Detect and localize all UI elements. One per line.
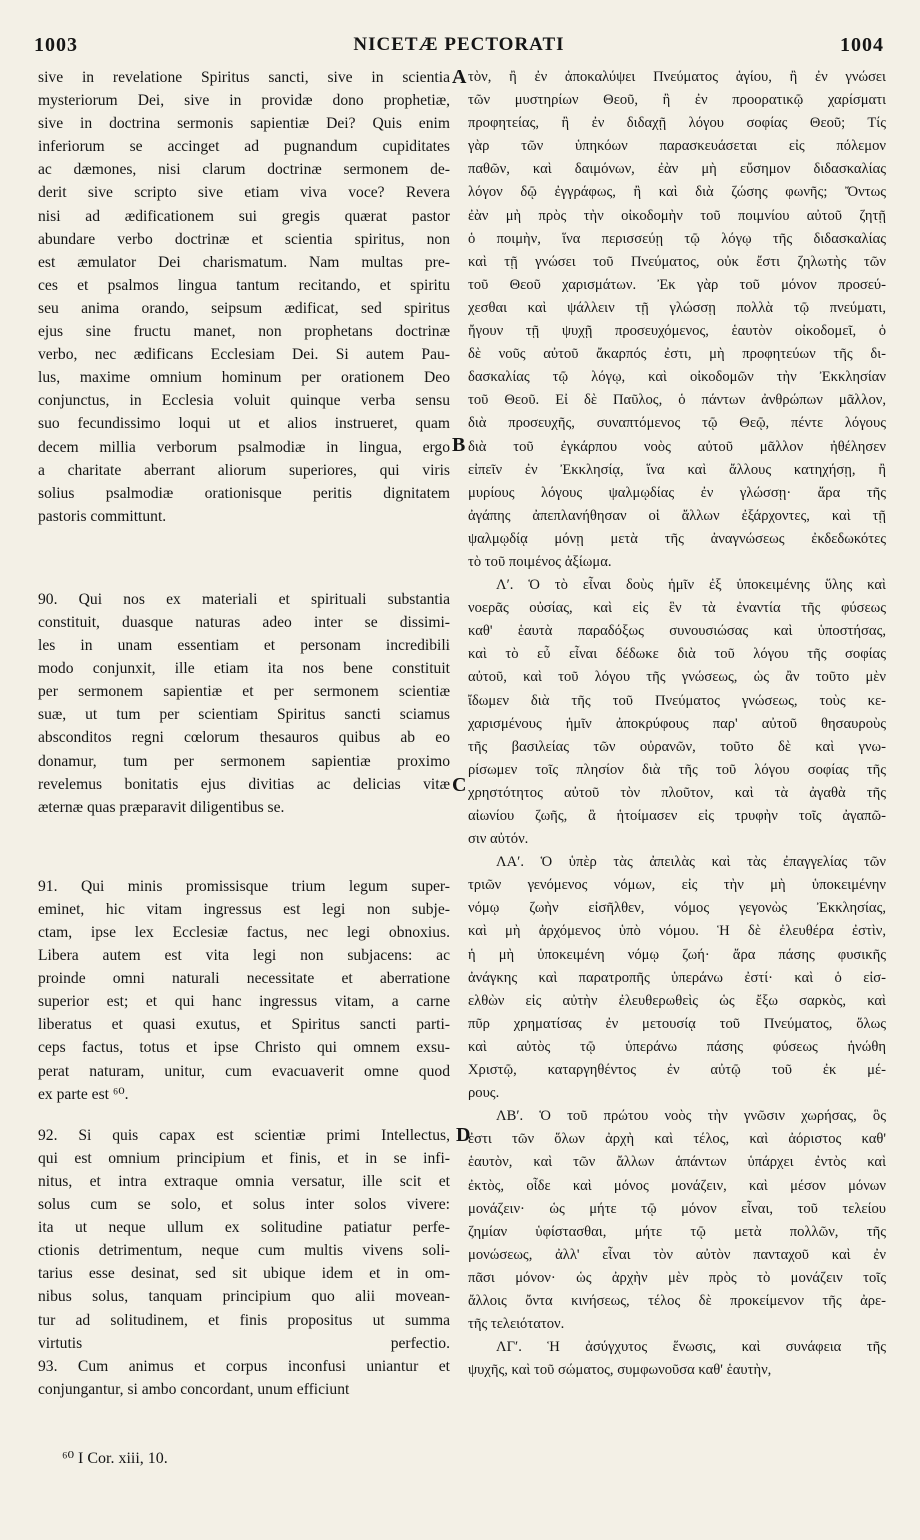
latin-text-spacer [38,847,450,875]
greek-text-line: δασκαλίας τῷ λόγῳ, καὶ οἰκοδομῶν τὴν Ἐκκλησίαν [468,369,886,386]
latin-text-line: perat naturam, unitur, cum evacuaverit omne quod [38,1062,450,1080]
greek-text-line: τῆς βασιλείας τῶν οὐρανῶν, τοῦτο δὲ καὶ γνω- [468,738,886,755]
latin-text-spacer [38,558,450,588]
greek-text-line: ρίσωμεν τοῖς πλησίον διὰ τῆς τοῦ λόγου σοφίας τῆς [468,761,886,778]
greek-text-line: πᾶσι μόνον· ὡς ἀρχὴν μὲν πρὸς τὸ μονάζειν τοῖς [468,1269,886,1286]
greek-text-line: μονώσεως, ἀλλ' εἶναι τὸν αὐτὸν πανταχοῦ καὶ ἐν [468,1246,886,1263]
greek-text-line: παθῶν, καὶ δαιμόνων, ἐὰν μὴ εὔσημον διδασκαλίας [468,161,886,178]
latin-text-line: inferiorum se accinget ad pugnandum cupiditates [38,138,450,156]
latin-text-line: per sermonem sapientiæ et per sermonem scientiæ [38,683,450,701]
greek-text-line: τῶν μυστηρίων Θεοῦ, ἢ ἐν προορατικῷ χαρίσματι [468,92,886,109]
latin-text-line: ces et psalmos lingua tantum recitando, et spiritu [38,276,450,294]
latin-column [38,66,450,1401]
running-title: NICETÆ PECTORATI [353,34,565,55]
greek-text-line: ἄλλοις ὄντα κινήσεως, τέλος δὲ προκείμενον τῆς ἀρε- [468,1292,886,1309]
greek-text-line: ἀνάγκης καὶ παρατροπῆς ὑπεράνω ἐστί· καὶ ὁ εἰσ- [468,969,886,986]
latin-text-line: constituit, duasque naturas adeo inter se dissimi- [38,613,450,631]
latin-text-line: qui est omnium principium et finis, et in se infi- [38,1149,450,1167]
greek-text-line: λόγον δῷ ἐγγράφως, ἢ καὶ διὰ ζώσης φωνῆς; Ὄντως [468,184,886,201]
margin-letter-a: A [452,66,467,88]
latin-text-line: nitus, et intra extraque omnia versatur, ille scit et [38,1172,450,1190]
latin-text-line: solus cum se solo, et solus inter solos vivere: [38,1196,450,1214]
latin-text-line: 92. Si quis capax est scientiæ primi Intellectus, [38,1126,450,1144]
greek-text-line: καθ' ἑαυτὰ παραδόξως συνουσιώσας καὶ ὑποστήσας, [468,623,886,640]
latin-text-line: tarius esse desinat, sed sit ubique idem et in om- [38,1265,450,1283]
latin-text-line: 90. Qui nos ex materiali et spirituali substantia [38,590,450,608]
greek-text-line: δὲ νοῦς αὐτοῦ ἄκαρπός ἐστι, μὴ προφητεύων τῆς δι- [468,346,886,363]
margin-letter-d: D [456,1124,471,1146]
latin-text-line: sive in doctrina sermonis sapientiæ Dei? Quis enim [38,115,450,133]
greek-text-line: χρηστότητος αὐτοῦ τὸν πλοῦτον, καὶ τὰ ἀγαθὰ τῆς [468,784,886,801]
latin-text-line: tur ad solitudinem, et finis propositus ut summa [38,1311,450,1329]
greek-text-line: τοῦ Θεοῦ χαρισμάτων. Ἐκ γὰρ τοῦ μόνον προσεύ- [468,276,886,293]
latin-text-line: 91. Qui minis promissisque trium legum super- [38,877,450,895]
greek-text-line: ἀγάπης ἀπεπλανήθησαν οἱ ἄλλων ἐξάρχοντες, καὶ τῇ [468,507,886,524]
latin-text-line: les in unam essentiam et personam incredibili [38,637,450,655]
greek-text-line: ἐὰν μὴ πρὸς τὴν οἰκοδομὴν τοῦ ποιμνίου αὐτοῦ ζητῇ [468,207,886,224]
greek-text-line: ἐκτὸς, οἶδε καὶ μόνος μονάζειν, καὶ μέσον μόνων [468,1177,886,1194]
greek-text-line: σιν αὐτόν. [468,831,529,848]
greek-text-line: ὁ ποιμὴν, ἵνα περισσεύῃ τῷ λόγῳ τῆς διδασκαλίας [468,230,886,247]
greek-text-line: ἴδωμεν διὰ τῆς τοῦ Πνεύματος γνώσεως, τοὺς κε- [468,692,886,709]
latin-text-line: mysteriorum Dei, sive in providæ dono prophetiæ, [38,92,450,110]
greek-text-line: αἰωνίου ζωῆς, ἃ ἡτοίμασεν εἰς τρυφὴν τοῖς ἀγαπῶ- [468,808,886,824]
greek-text-line: ρους. [468,1085,500,1102]
greek-text-line: αὐτοῦ, καὶ τοῦ λόγου τῆς γνώσεως, ὡς ἂν τοῦτο μὲν [468,669,886,686]
greek-text-line: ψαλμῳδίᾳ μόνῃ μετὰ τῆς ἀναγνώσεως ἐκδεδωκότες [468,530,886,547]
latin-text-line: suo fecundissimo loqui ut et alios instrueret, quam [38,415,450,433]
greek-text-line: ΛΒʹ. Ὁ τοῦ πρώτου νοὸς τὴν γνῶσιν χωρήσας, ὃς [496,1108,886,1125]
latin-text-line: decem millia verborum psalmodiæ in lingua, ergo [38,438,450,456]
greek-text-line: ζημίαν ὑφίστασθαι, μήτε τῷ μετὰ πολλῶν, τῆς [468,1223,886,1240]
latin-text-line: solius psalmodiæ orationisque peritis dignitatem [38,484,450,502]
greek-text-line: ΛΑʹ. Ὁ ὑπὲρ τὰς ἀπειλὰς καὶ τὰς ἐπαγγελίας τῶν [496,854,886,871]
greek-text-line: διὰ προσευχῆς, συναπτόμενος τῷ Θεῷ, πέντε λόγους [468,415,886,432]
latin-text-line: lus, maxime omnium hominum per orationem Deo [38,369,450,387]
greek-text-line: ψυχῆς, καὶ τοῦ σώματος, συμφωνοῦσα καθ' ἑαυτὴν, [468,1362,772,1379]
greek-text-line: ελθὼν εἰς αὐτὴν ἐλευθερωθεὶς ὡς ἔξω σαρκὸς, καὶ [468,992,886,1009]
greek-text-line: ΛΓʹ. Ἡ ἀσύγχυτος ἕνωσις, καὶ συνάφεια τῆς [496,1339,886,1356]
greek-text-line: χαρισμένους ἡμῖν ἀποκρύφους παρ' αὐτοῦ θησαυροὺς [468,715,886,732]
latin-text-line: eminet, hic vitam ingressus est legi non subje- [38,900,450,918]
latin-text-line: conjunctus, in Ecclesia voluit quinque verba sensu [38,392,450,410]
latin-text-line: superior est; et qui hanc ingressus vitam, a carne [38,993,450,1011]
latin-text-line: Libera autem est vita legi non subjacens: ac [38,947,450,965]
latin-text-line: abundare verbo doctrinæ et scientia spiritus, non [38,230,450,248]
latin-text-line: modo conjunxit, ille etiam ita nos bene constituit [38,660,450,678]
greek-text-line: Χριστῷ, καταργηθέντος ἐν αὐτῷ τοῦ ἐκ μέ- [468,1062,886,1079]
latin-text-spacer [38,1106,450,1124]
greek-text-line: ἡ μὴ ὑποκειμένη νόμῳ ζωή· ἄρα πάσης φυσικῆς [468,946,886,963]
greek-text-line: ἑαυτὸν, καὶ τῶν ἄλλων ἁπάντων ὑπάρχει ἐντὸς καὶ [468,1154,886,1171]
greek-text-line: τριῶν γενόμενος νόμων, εἰς τὴν μὴ ὑποκειμένην [468,877,886,894]
latin-text-line: pastoris committunt. [38,507,167,525]
page-number-right: 1004 [840,34,884,56]
latin-text-line: proinde omni naturali necessitate et aberratione [38,970,450,988]
greek-text-line: ἐστι τῶν ὅλων ἀρχὴ καὶ τέλος, καὶ ἀόριστος καθ' [468,1131,886,1148]
greek-column [468,66,886,1382]
latin-text-line: liberatus et quasi exutus, et Spiritus sancti parti- [38,1016,450,1034]
latin-text-line: sive in revelatione Spiritus sancti, sive in scientia [38,69,450,86]
footnote: ⁶⁰ I Cor. xiii, 10. [62,1450,168,1467]
greek-text-line: μονάζειν· ὡς μήτε τῷ μόνον εἶναι, τοῦ τελείου [468,1200,886,1217]
greek-text-line: τοῦ Θεοῦ. Εἰ δὲ Παῦλος, ὁ πάντων ἀνθρώπων μᾶλλον, [468,392,886,409]
latin-text-line: ac dæmones, nisi clarum doctrinæ sermonem de- [38,161,450,179]
latin-text-line: verbo, nec ædificans Ecclesiam Dei. Si autem Pau- [38,346,450,364]
greek-text-line: ἤγουν τῇ ψυχῇ προσευχόμενος, ἑαυτὸν οἰκοδομεῖ, ὁ [468,323,886,340]
latin-text-spacer [38,819,450,847]
latin-text-line: conjungantur, si ambo concordant, unum efficiunt [38,1380,350,1398]
page-header [34,34,884,64]
latin-text-line: a charitate aberrant aliorum superiores, qui viris [38,461,450,479]
latin-text-line: derit sive scripto sive etiam viva voce? Revera [38,184,450,202]
latin-text-line: suæ, ut tum per scientiam Spiritus sancti sciamus [38,706,450,724]
greek-text-line: τὸν, ἢ ἐν ἀποκαλύψει Πνεύματος ἁγίου, ἢ ἐν γνώσει [468,69,886,85]
margin-letter-b: B [452,434,466,456]
greek-text-line: καὶ τὸ εὖ εἶναι δέδωκε διὰ τοῦ λόγου τῆς σοφίας [468,646,886,663]
greek-text-line: μυρίους λόγους ψαλμῳδίας ἐν γλώσσῃ· ἄρα τῆς [468,484,886,501]
latin-text-line: ita ut neque ullum ex solitudine patiatur perfe- [38,1219,450,1237]
greek-text-line: τὸ τοῦ ποιμένος ἀξίωμα. [468,553,612,570]
latin-text-line: revelemus bonitatis ejus divitias ac delicias vitæ [38,775,450,793]
latin-text-line: ceps factus, totus et ipse Christo qui omnem exsu- [38,1039,450,1057]
margin-letter-c: C [452,774,467,796]
greek-text-line: νοερᾶς οὐσίας, καὶ εἰς ἓν τὰ ἐναντία τῆς φύσεως [468,600,886,617]
greek-text-line: νόμῳ ζωὴν εἰσῆλθεν, νόμος γεγονὼς Ἐκκλησίας, [468,900,886,917]
latin-text-line: æternæ quas præparavit diligentibus se. [38,798,285,816]
latin-text-line: 93. Cum animus et corpus inconfusi uniantur et [38,1357,450,1375]
latin-text-line: ctionis detrimentum, neque cum multis vivens soli- [38,1242,450,1260]
greek-text-line: διὰ τοῦ ἐγκάρπου νοὸς αὐτοῦ μᾶλλον ἠθέλησεν [468,438,886,455]
latin-text-line: nibus solus, tanquam principium quo alii movean- [38,1288,450,1306]
latin-text-line: donamur, tum per sermonem sapientiæ proximo [38,752,450,770]
greek-text-line: Λʹ. Ὁ τὸ εἶναι δοὺς ἡμῖν ἐξ ὑποκειμένης ὕλης καὶ [496,577,886,594]
greek-text-line: καὶ τῇ γνώσει τοῦ Πνεύματος, οὐκ ἔστι ζηλωτὴς τῶν [468,253,886,270]
page-number-left: 1003 [34,34,78,56]
latin-text-line: ctam, ipse lex Ecclesiæ factus, nec legi obnoxius. [38,924,450,941]
greek-text-line: χεσθαι καὶ ψάλλειν τῇ γλώσσῃ πολλὰ τῷ πνεύματι, [468,299,886,316]
greek-text-line: καὶ μὴ ἀρχόμενος ὑπὸ νόμου. Ἡ δὲ ἐλευθέρα ἐστὶν, [468,923,886,940]
latin-text-line: ejus sine fructu manet, non prophetans doctrinæ [38,323,450,341]
latin-text-line: seu anima orando, seipsum ædificat, sed spiritus [38,299,450,317]
greek-text-line: γὰρ τῶν ὑπηκόων παρασκευάσεται εἰς πόλεμον [468,138,886,155]
greek-text-line: πῦρ χρηματίσας ἐν μετουσίᾳ τοῦ Πνεύματος, ὅλως [468,1015,886,1032]
greek-text-line: εἰπεῖν ἐν Ἐκκλησίᾳ, ἵνα καὶ ἄλλους κατηχήσῃ, ἢ [468,461,886,478]
latin-text-line: nisi ad ædificationem sui gregis quærat pastor [38,207,450,225]
latin-text-line: ex parte est ⁶⁰. [38,1085,129,1103]
latin-text-line: absconditos regni cœlorum thesauros quibus ab eo [38,729,450,747]
greek-text-line: καὶ αὐτὸς τῷ ὑπεράνω πάσης φύσεως ἡνώθη [468,1038,886,1055]
latin-text-line: virtutis perfectio. [38,1334,450,1352]
greek-text-line: προφητείας, ἢ ἐν διδαχῇ λόγου σοφίας Θεοῦ; Τίς [468,115,886,132]
latin-text-line: est æmulator Dei charismatum. Nam multas pre- [38,253,450,271]
latin-text-spacer [38,528,450,558]
greek-text-line: τῆς τελειότατον. [468,1316,565,1333]
